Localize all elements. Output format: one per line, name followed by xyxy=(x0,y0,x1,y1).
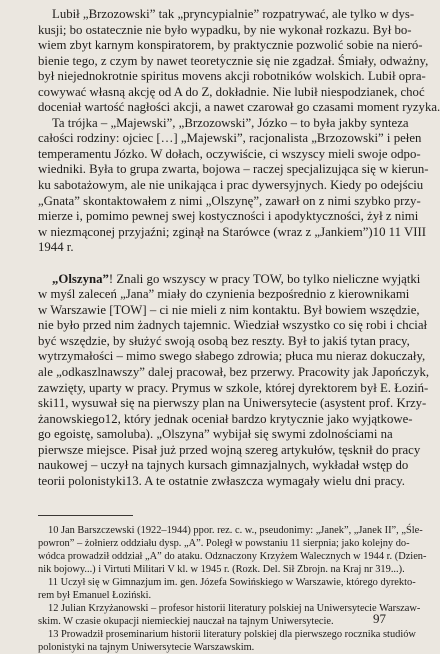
paragraph2-line: wytrzymałości – mimo swego słabego zdrowia; płuca mu nieraz dokuczały, xyxy=(38,349,426,364)
paragraph1-line: wiem zbyt karnym konspiratorem, by praktycznie pozwolić sobie na nieró- xyxy=(38,38,423,53)
paragraph1-line: całości rodziny: ojciec […] „Majewski”, racjonalista „Brzozowski” i pełen xyxy=(38,131,422,146)
footnote-line: 10 Jan Barszczewski (1922–1944) ppor. rez. c. w., pseudonimy: „Janek”, „Janek II”, „Śle- xyxy=(48,525,423,537)
paragraph1-line: 1944 r. xyxy=(38,240,74,255)
bold-name: „Olszyna” xyxy=(52,271,109,286)
paragraph1-line: doceniał wartość nagłości akcji, a nawet czarował go czasami moment ryzyka. xyxy=(38,100,440,115)
paragraph1-line: Ta trójka – „Majewski”, „Brzozowski”, Józko – to była jakby synteza xyxy=(52,115,409,130)
paragraph2-line: w myśl zaleceń „Jana” miały do czynienia bezpośrednio z kierownikami xyxy=(38,287,410,302)
footnotes xyxy=(38,524,427,654)
footnote-line: skim. W czasie okupacji niemieckiej nauczał na tajnym Uniwersytecie. xyxy=(38,616,334,628)
paragraph1-line: ku sabotażowym, ale nie unikająca i prac dywersyjnych. Kiedy po odejściu xyxy=(38,178,424,193)
footnote-line: nik bojowy...) i Virtuti Militari V kl. w 1945 r. (Rozk. Del. Sił Zbrojn. na Kraj nr 319...). xyxy=(38,564,405,576)
paragraph1-line: Lubił „Brzozowski” tak „pryncypialnie” rozpatrywać, ale tylko w dys- xyxy=(52,7,415,21)
paragraph1-line: kusji; bo ostatecznie nie było wypadku, by nie wykonał rozkazu. Był bo- xyxy=(38,22,412,37)
line-text: ! Znali go wszyscy w pracy TOW, bo tylko nieliczne wyjątki xyxy=(108,271,421,286)
paragraph1-line: mierze i, pomimo pewnej swej kostyczności i apodyktyczności, żył z nimi xyxy=(38,209,419,224)
paragraph2-line: go egoistę, samoluba). „Olszyna” wybijał się swymi zdolnościami na xyxy=(38,427,393,442)
paragraph2-line: naukowej – uczył na tajnych kursach gimnazjalnych, wykładał wstęp do xyxy=(38,458,409,473)
footnote-line: 13 Prowadził proseminarium historii literatury polskiej dla pierwszego rocznika studiów xyxy=(48,629,416,641)
footnote-line: 11 Uczył się w Gimnazjum im. gen. Józefa Sowińskiego w Warszawie, którego dyrekto- xyxy=(48,577,416,589)
paragraph2-line: być wszędzie, by służyć swoją osobą bez reszty. Był to jakiś tytan pracy, xyxy=(38,333,410,348)
paragraph2-line: ski11, wysuwał się na pierwszy plan na Uniwersytecie (asystent prof. Krzy- xyxy=(38,396,427,411)
paragraph1-line: wiedniki. Była to grupa zwarta, bojowa – raczej specjalizująca się w kierun- xyxy=(38,162,429,177)
paragraph2-line: teorii polonistyki13. A te ostatnie zwłaszcza wymagały wielu dni pracy. xyxy=(38,473,405,488)
paragraph2-line: żanowskiego12, który jednak oceniał bardzo krytycznie jako wyjątkowe- xyxy=(38,411,413,426)
paragraph2-line: pierwsze miejsce. Pisał już przed wojną szereg artykułów, tęsknił do pracy xyxy=(38,442,421,457)
paragraph2-line: ale „odkaszlnawszy” dalej pracował, bez przerwy. Pracowity jak Japończyk, xyxy=(38,365,430,380)
paragraph2-line: w Warszawie [TOW] – ci nie mieli z nim kontaktu. Był bowiem wszędzie, xyxy=(38,302,420,317)
paragraph1-line: temperamentu Józko. W dołach, oczywiście, ci wszyscy mieli swoje odpo- xyxy=(38,146,421,161)
paragraph1-line: „Gnata” skontaktowałem z nimi „Olszynę”, zawarł on z nimi szybko przy- xyxy=(38,193,421,208)
footnote-divider xyxy=(38,515,133,516)
paragraph-olszyna xyxy=(38,271,430,490)
paragraph1-line: bienie tego, z czym by nawet teoretycznie się nie zgadzał. Śmiały, odważny, xyxy=(38,53,429,68)
paragraph1-line: był niejednokrotnie spiritus movens akcji robotników wolskich. Lubił opra- xyxy=(38,69,426,84)
footnote-line: polonistyki na tajnym Uniwersytecie Warszawskim. xyxy=(38,642,255,654)
footnote-line: 12 Julian Krzyżanowski – profesor historii literatury polskiej na Uniwersytecie Warszaw- xyxy=(48,603,421,615)
paragraph2-line: zawzięty, uparty w pracy. Prymus w szkole, której dyrektorem był E. Łoziń- xyxy=(38,380,429,395)
paragraph1-line: cowywać własną akcję od A do Z, dokładnie. Nie lubił niespodzianek, choć xyxy=(38,84,425,99)
footnote-line: rem był Emanuel Łoziński. xyxy=(38,590,152,602)
paragraph1-line: w niezmąconej przyjaźni; zginął na Starówce (wraz z „Jankiem”)10 11 VIII xyxy=(38,224,426,239)
paragraph2-line xyxy=(38,271,421,288)
page-number: 97 xyxy=(373,611,386,626)
paragraph-brzozowski xyxy=(38,7,440,256)
footnote-line: wódca prowadził oddział „A” do ataku. Odznaczony Krzyżem Walecznych w 1944 r. (Dzien- xyxy=(38,551,427,563)
footnote-line: powron” – żołnierz oddziału dysp. „A”. Poległ w powstaniu 11 sierpnia; jako kolejny do- xyxy=(38,538,410,550)
paragraph2-line: nie było przed nim żadnych tajemnic. Wiedział wszystko co się robi i chciał xyxy=(38,318,428,333)
